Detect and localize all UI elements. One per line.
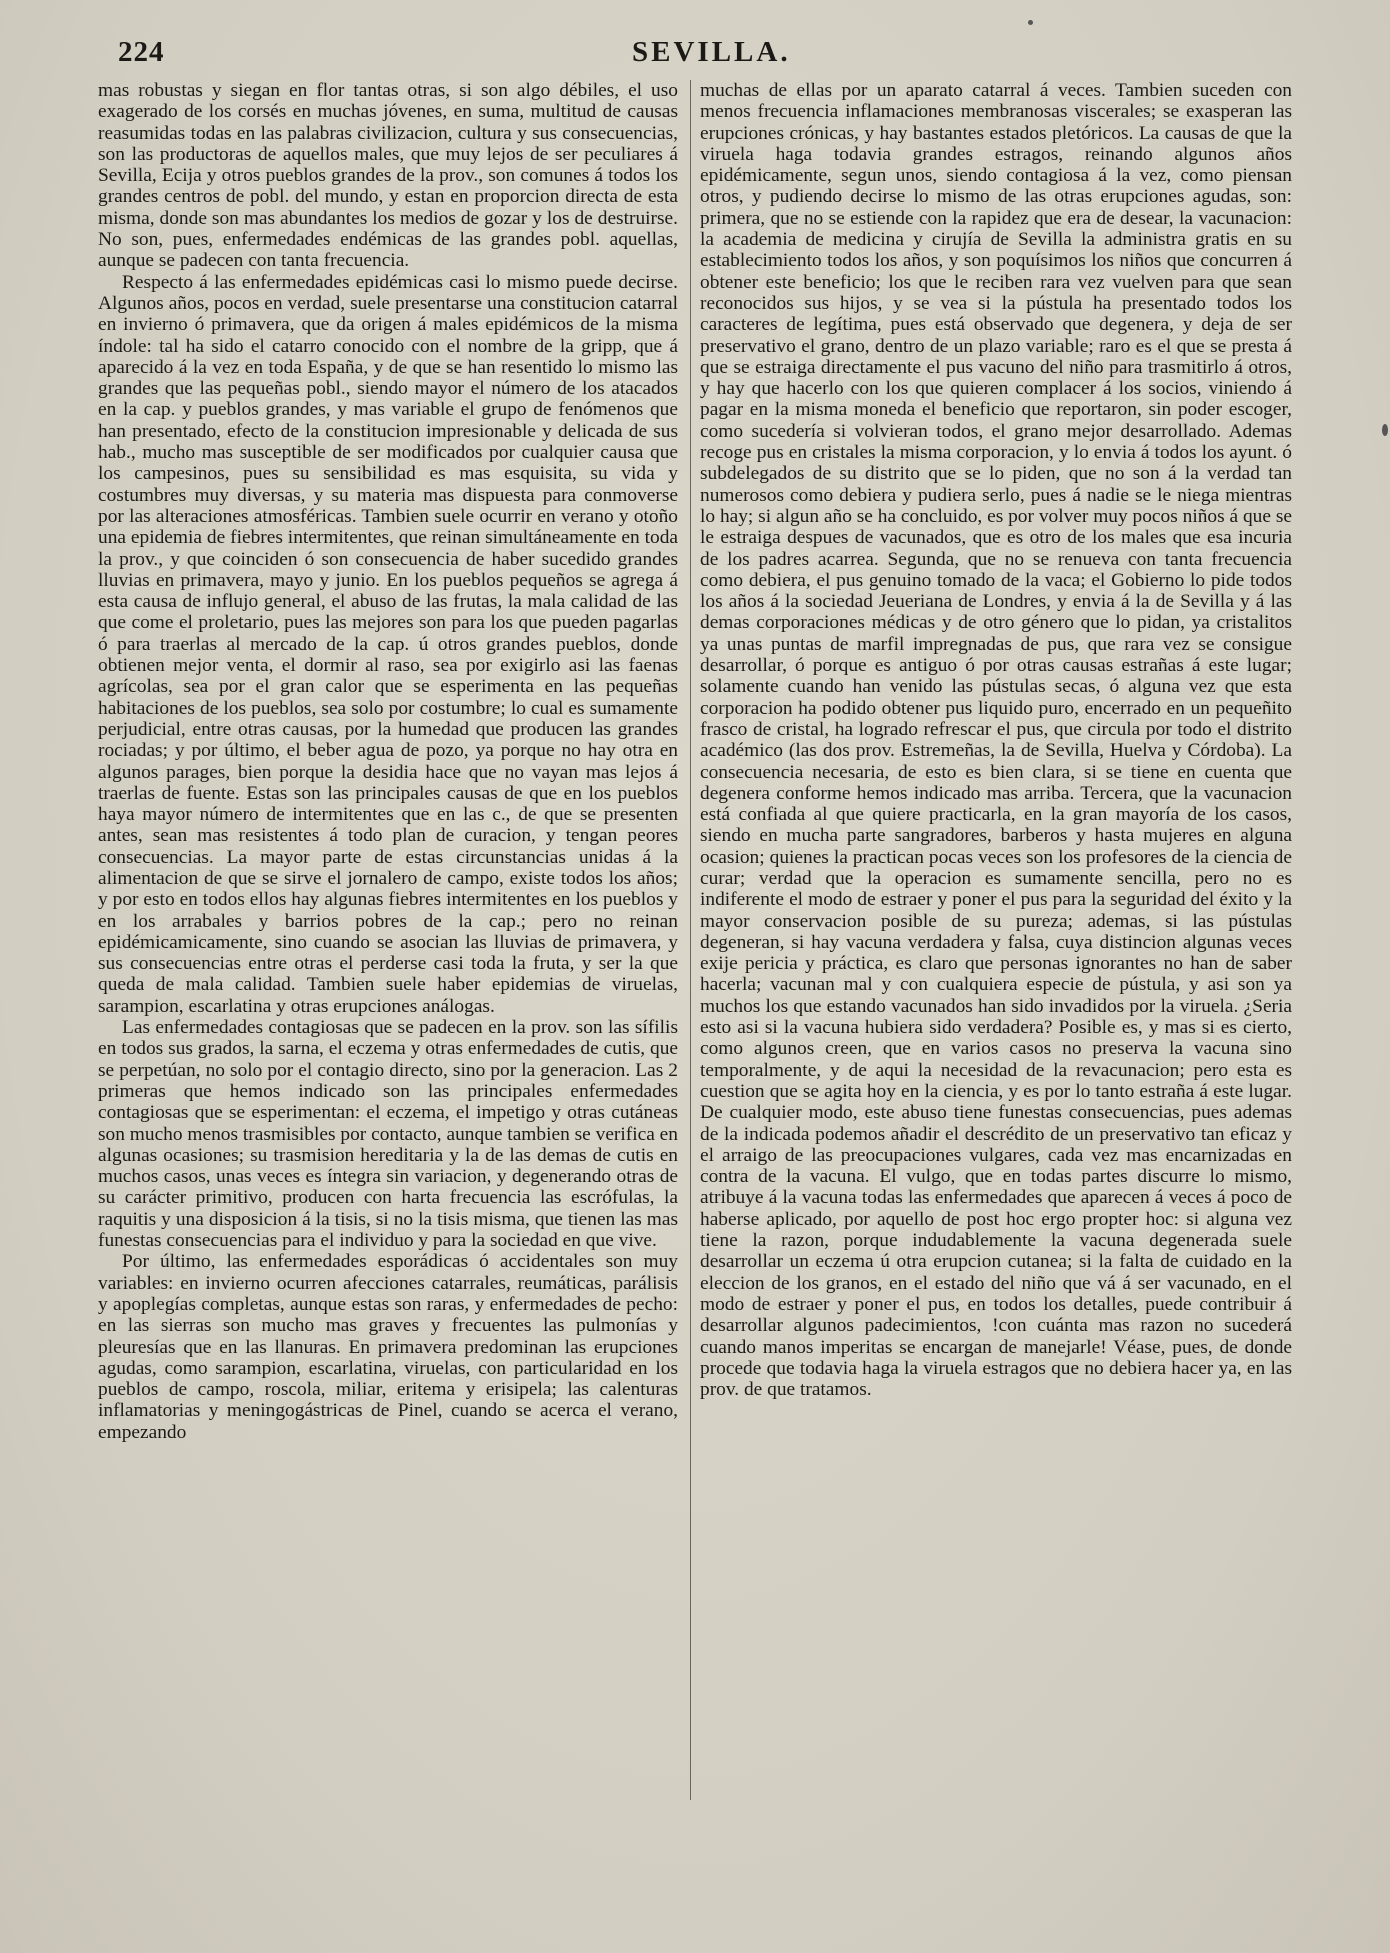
paragraph: Respecto á las enfermedades epidémicas casi lo mismo puede decirse. Algunos años, pocos en verdad, suele presentarse una constitucion catarral en invierno ó primavera, que da origen á males epidémicos de la misma índole: tal ha sido el catarro conocido con el nombre de la gripp, que á aparecido á la vez en toda España, y de que se han resentido lo mismo las grandes que las pequeñas pobl., siendo mayor el número de los atacados en la cap. y pueblos grandes, y mas variable el grupo de fenómenos que han presentado, efecto de la constitucion impresionable y delicada de sus hab., mucho mas susceptible de ser modificados por cualquier causa que los campesinos, pues su sensibilidad es mas esquisita, su vida y costumbres muy diversas, y su materia mas dispuesta para conmoverse por las alteraciones atmosféricas. Tambien suele ocurrir en verano y otoño una epidemia de fiebres intermitentes, que reinan simultáneamente en toda la prov., y que coinciden ó son consecuencia de haber sucedido grandes lluvias en primavera, mayo y junio. En los pueblos pequeños se agrega á esta causa de influjo general, el abuso de las frutas, la mala calidad de las que come el proletario, pues las mejores son para los que pueden pagarlas ó para traerlas al mercado de la cap. ú otros grandes pueblos, donde obtienen mejor venta, el dormir al raso, sea por exigirlo asi las faenas agrícolas, sea por el gran calor que se esperimenta en las pequeñas habitaciones de los pueblos, sea solo por costumbre; lo cual es sumamente perjudicial, entre otras causas, por la humedad que producen las grandes rociadas; y por último, el beber agua de pozo, ya porque no hay otra en algunos parages, bien porque la desidia hace que no vayan mas lejos á traerlas de fuente. Estas son las principales causas de que en los pueblos haya mayor número de intermitentes que en las c., de que se presenten antes, sean mas resistentes á todo plan de curacion, y tengan peores consecuencias. La mayor parte de estas circunstancias unidas á la alimentacion de que se sirve el jornalero de campo, existe todos los años; y por esto en todos ellos hay algunas fiebres intermitentes en los pueblos y en los arrabales y barrios pobres de la cap.; pero no reinan epidémicamicamente, sino cuando se asocian las lluvias de primavera, y sus consecuencias entre otras el perderse casi toda la fruta, y ser la que queda de mala calidad. Tambien suele haber epidemias de viruelas, sarampion, escarlatina y otras erupciones análogas. — [98, 271, 678, 1017]
page-header — [118, 36, 1298, 72]
paper-speck — [1028, 20, 1033, 25]
left-column — [98, 80, 678, 1443]
running-title: SEVILLA. — [632, 36, 791, 68]
page-number: 224 — [118, 36, 165, 68]
paragraph: Las enfermedades contagiosas que se padecen en la prov. son las sífilis en todos sus grados, la sarna, el eczema y otras enfermedades de cutis, que se perpetúan, no solo por el contagio directo, sino por la generacion. Las 2 primeras que hemos indicado son las principales enfermedades contagiosas que se esperimentan: el eczema, el impetigo y otras cutáneas son mucho menos trasmisibles por contacto, aunque tambien se verifica en algunas ocasiones; su trasmision hereditaria y la de las demas de cutis en muchos casos, unas veces es íntegra sin variacion, y degenerando otras de su carácter primitivo, producen con harta frecuencia las escrófulas, la raquitis y una disposicion á la tisis, si no la tisis misma, que tienen las mas funestas consecuencias para el individuo y para la sociedad en que vive. — [98, 1017, 678, 1252]
paragraph: Por último, las enfermedades esporádicas ó accidentales son muy variables: en invierno ocurren afecciones catarrales, reumáticas, parálisis y apoplegías completas, aunque estas son raras, y enfermedades de pecho: en las sierras son mucho mas graves y frecuentes las pulmonías y pleuresías que en las llanuras. En primavera predominan las erupciones agudas, como sarampion, escarlatina, viruelas, con particularidad en los pueblos de campo, roscola, miliar, eritema y erisipela; las calenturas inflamatorias y meningogástricas de Pinel, cuando se acerca el verano, empezando — [98, 1251, 678, 1443]
paragraph: muchas de ellas por un aparato catarral á veces. Tambien suceden con menos frecuencia inflamaciones membranosas viscerales; se exasperan las erupciones crónicas, y hay bastantes estados pletóricos. La causas de que la viruela haga todavia grandes estragos, reinando algunos años epidémicamente, segun unos, siendo contagiosa á la vez, como piensan otros, y pudiendo decirse lo mismo de las otras erupciones agudas, son: primera, que no se estiende con la rapidez que era de desear, la vacunacion: la academia de medicina y cirujía de Sevilla la administra gratis en su establecimiento todos los años, y son poquísimos los niños que concurren á obtener este beneficio; los que le reciben rara vez vuelven para que sean reconocidos sus hijos, y se vea si la pústula ha presentado todos los caracteres de legítima, pues está observado que degenera, y deja de ser preservativo el grano, dentro de un plazo variable; raro es el que se presta á que se estraiga directamente el pus vacuno del niño para trasmitirlo á otros, y hay que hacerlo con los que quieren complacer á los socios, viniendo á pagar en la misma moneda el beneficio que reportaron, sin poder escoger, como sucedería si volvieran todos, el grano mejor desarrollado. Ademas recoge pus en cristales la misma corporacion, y lo envia á todos los ayunt. ó subdelegados de su distrito que se lo piden, que no son á la verdad tan numerosos como debiera y pudiera serlo, pues á nadie se le niega mientras lo hay; si algun año se ha concluido, es por volver muy pocos niños á que se le estraiga despues de vacunados, que es otro de los males que esa incuria de los padres acarrea. Segunda, que no se renueva con tanta frecuencia como debiera, el pus genuino tomado de la vaca; el Gobierno lo pide todos los años á la sociedad Jeueriana de Londres, y envia á la de Sevilla y á las demas corporaciones médicas y de otro género que lo pidan, ya cristalitos ya unas puntas de marfil impregnadas de pus, que rara vez se consigue desarrollar, ó porque es antiguo ó por otras causas estrañas á este lugar; solamente cuando han venido las pústulas secas, ó alguna vez que esta corporacion ha podido obtener pus liquido puro, encerrado en un pequeñito frasco de cristal, ha logrado refrescar el pus, que circula por todo el distrito académico (las dos prov. Estremeñas, la de Sevilla, Huelva y Córdoba). La consecuencia necesaria, de esto es bien clara, si se tiene en cuenta que degenera conforme hemos indicado mas arriba. Tercera, que la vacunacion está confiada al que quiere practicarla, en la gran mayoría de los casos, siendo en mucha parte sangradores, barberos y hasta mujeres en alguna ocasion; quienes la practican pocas veces son los profesores de la ciencia de curar; verdad que la operacion es sumamente sencilla, pero no es indiferente el modo de estraer y poner el pus para la seguridad del éxito y la mayor conservacion posible de su pureza; ademas, si las pústulas degeneran, si hay vacuna verdadera y falsa, cuya distincion algunas veces exije pericia y práctica, es claro que personas ignorantes no han de saber hacerla; vacunan mal y con cualquiera especie de pústula, y asi son ya muchos los que estando vacunados han sido invadidos por la viruela. ¿Seria esto asi si la vacuna hubiera sido verdadera? Posible es, y mas si es cierto, como algunos creen, que en varios casos no preserva la vacuna sino temporalmente, y de aqui la necesidad de la revacunacion; pero esta es cuestion que se agita hoy en la ciencia, y es por lo tanto estraña á este lugar. De cualquier modo, este abuso tiene funestas consecuencias, pues ademas de la indicada podemos añadir el descrédito de un preservativo tan eficaz y el arraigo de las preocupaciones vulgares, cada vez mas encarnizadas en contra de la vacuna. El vulgo, que en todas partes discurre lo mismo, atribuye á la vacuna todas las enfermedades que aparecen á veces á poco de haberse aplicado, por aquello de post hoc ergo propter hoc: si alguna vez tiene la razon, porque indudablemente la vacuna degenerada suele desarrollar un eczema ú otra erupcion cutanea; si la falta de cuidado en la eleccion de los granos, en el estado del niño que vá á ser vacunado, en el modo de estraer y poner el pus, en todos los detalles, puede contribuir á desarrollar algunos padecimientos, !con cuánta mas razon no sucederá cuando manos imperitas se encargan de manejarle! Véase, pues, de donde procede que todavia haga la viruela estragos que no debiera hacer ya, en las prov. de que tratamos. — [700, 80, 1292, 1401]
column-divider — [690, 80, 691, 1800]
right-column — [700, 80, 1292, 1400]
paragraph: mas robustas y siegan en flor tantas otras, si son algo débiles, el uso exagerado de los corsés en muchas jóvenes, en suma, multitud de causas reasumidas todas en las palabras civilizacion, cultura y sus consecuencias, son las productoras de aquellos males, que muy lejos de ser peculiares á Sevilla, Ecija y otros pueblos grandes de la prov., son comunes á todos los grandes centros de pobl. del mundo, y estan en proporcion directa de esta misma, donde son mas abundantes los medios de gozar y los de destruirse. No son, pues, enfermedades endémicas de las grandes pobl. aquellas, aunque se padecen con tanta frecuencia. — [98, 80, 678, 272]
paper-speck — [1382, 424, 1388, 436]
